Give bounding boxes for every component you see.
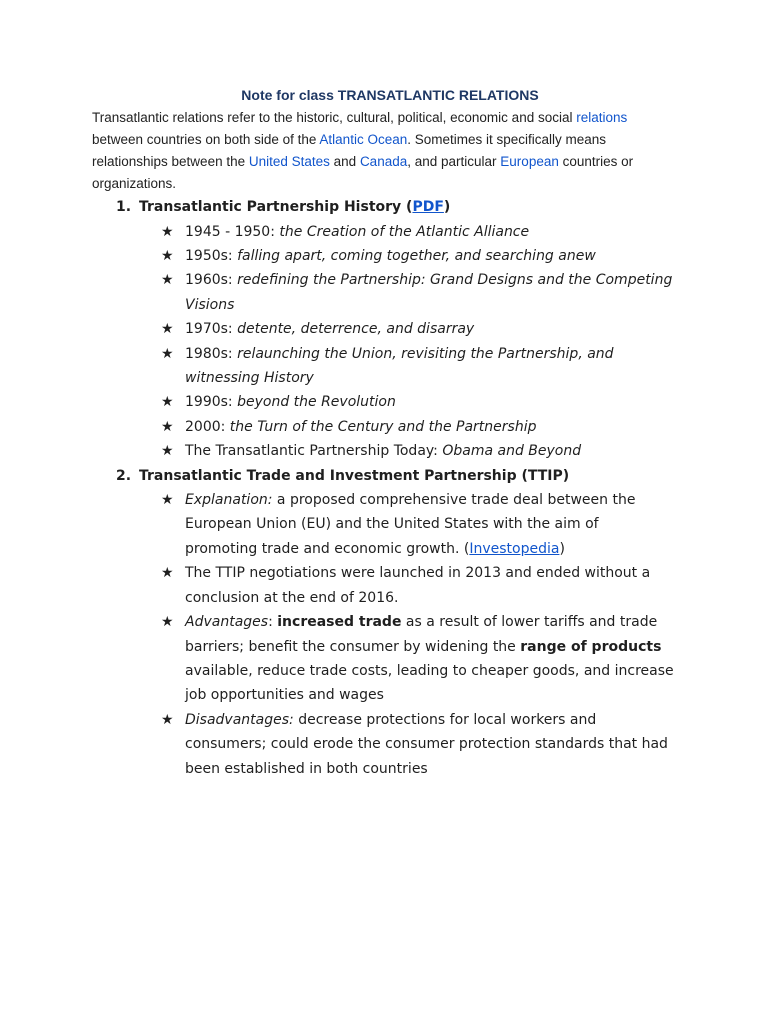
list-item [161, 268, 675, 317]
negotiations-text: The TTIP negotiations were launched in 2013 and ended without a conclusion at the end of 2016. [185, 565, 651, 606]
section-heading-text: Transatlantic Trade and Investment Partnership (TTIP) [139, 467, 570, 484]
list-item-negotiations [161, 561, 675, 610]
list-item [161, 439, 675, 463]
star-bullet-icon: ★ [161, 223, 174, 240]
section-heading-text: ) [443, 199, 451, 215]
star-bullet-icon: ★ [161, 418, 174, 435]
item-italic: beyond the Revolution [237, 394, 396, 411]
link-united-states[interactable]: United States [248, 154, 330, 169]
explanation-text: a proposed comprehensive trade deal between the European Union (EU) and the United States with the aim of promoting trade and economic growth. ( [185, 492, 636, 557]
star-bullet-icon: ★ [161, 565, 174, 582]
history-bullet-list [92, 220, 688, 464]
section-heading [92, 195, 688, 220]
section-ttip [92, 464, 688, 781]
list-item-explanation [161, 488, 675, 561]
star-bullet-icon: ★ [161, 345, 174, 362]
item-prefix: 1980s: [185, 345, 238, 362]
intro-text: and [329, 154, 360, 169]
section-number: 2. [116, 467, 132, 484]
intro-paragraph [92, 107, 652, 195]
explanation-label: Explanation: [185, 492, 273, 509]
link-atlantic-ocean[interactable]: Atlantic Ocean [319, 132, 408, 147]
item-italic: redefining the Partnership: Grand Designs and the Competing Visions [185, 272, 673, 313]
ttip-bullet-list [92, 488, 688, 781]
item-italic: relaunching the Union, revisiting the Partnership, and witnessing History [185, 345, 614, 386]
star-bullet-icon: ★ [161, 272, 174, 289]
item-prefix: 1990s: [185, 394, 238, 411]
advantages-bold-2: range of products [520, 638, 662, 655]
star-bullet-icon: ★ [161, 247, 174, 264]
item-italic: falling apart, coming together, and searching anew [237, 247, 596, 264]
star-bullet-icon: ★ [161, 614, 174, 631]
intro-text: , and particular [407, 154, 501, 169]
link-european[interactable]: European [500, 154, 559, 169]
explanation-close: ) [559, 540, 565, 557]
item-italic: Obama and Beyond [442, 443, 582, 460]
item-prefix: 1945 - 1950: [185, 223, 280, 240]
section-number: 1. [116, 199, 132, 215]
list-item [161, 317, 675, 341]
star-bullet-icon: ★ [161, 711, 174, 728]
disadvantages-text: decrease protections for local workers and consumers; could erode the consumer protection standards that had been established in both countries [185, 711, 668, 777]
outline-list [92, 195, 688, 781]
item-prefix: 1950s: [185, 247, 238, 264]
star-bullet-icon: ★ [161, 443, 174, 460]
item-prefix: 1960s: [185, 272, 238, 289]
item-prefix: 2000: [185, 418, 230, 435]
list-item [161, 220, 675, 244]
intro-text: countries or organizations. [92, 154, 634, 191]
intro-text: Transatlantic relations refer to the historic, cultural, political, economic and social [92, 110, 577, 125]
section-partnership-history [92, 195, 688, 464]
item-italic: the Creation of the Atlantic Alliance [279, 223, 530, 240]
advantages-colon: : [268, 614, 278, 631]
list-item-disadvantages [161, 708, 675, 781]
link-canada[interactable]: Canada [359, 154, 408, 169]
advantages-bold-1: increased trade [277, 614, 402, 631]
page-title: Note for class TRANSATLANTIC RELATIONS [241, 87, 539, 103]
section-heading [92, 464, 688, 489]
list-item [161, 244, 675, 268]
disadvantages-label: Disadvantages: [185, 711, 294, 728]
list-item [161, 390, 675, 414]
star-bullet-icon: ★ [161, 394, 174, 411]
link-relations[interactable]: relations [576, 110, 628, 125]
advantages-text-2: available, reduce trade costs, leading to cheaper goods, and increase job opportunities and wages [185, 662, 674, 704]
item-prefix: 1970s: [185, 321, 238, 338]
list-item [161, 415, 675, 439]
star-bullet-icon: ★ [161, 321, 174, 338]
list-item [161, 342, 675, 391]
investopedia-link[interactable]: Investopedia [469, 540, 560, 557]
list-item-advantages [161, 610, 675, 708]
item-italic: the Turn of the Century and the Partnership [229, 418, 537, 435]
pdf-link[interactable]: PDF [412, 199, 444, 215]
section-heading-text: Transatlantic Partnership History ( [139, 199, 413, 215]
advantages-label: Advantages [185, 614, 269, 631]
item-italic: detente, deterrence, and disarray [237, 321, 475, 338]
intro-text: . Sometimes it specifically means relationships between the [92, 132, 607, 169]
intro-text: between countries on both side of the [92, 132, 320, 147]
star-bullet-icon: ★ [161, 492, 174, 509]
item-prefix: The Transatlantic Partnership Today: [185, 443, 443, 460]
advantages-text-1: as a result of lower tariffs and trade barriers; benefit the consumer by widening the [185, 614, 658, 655]
